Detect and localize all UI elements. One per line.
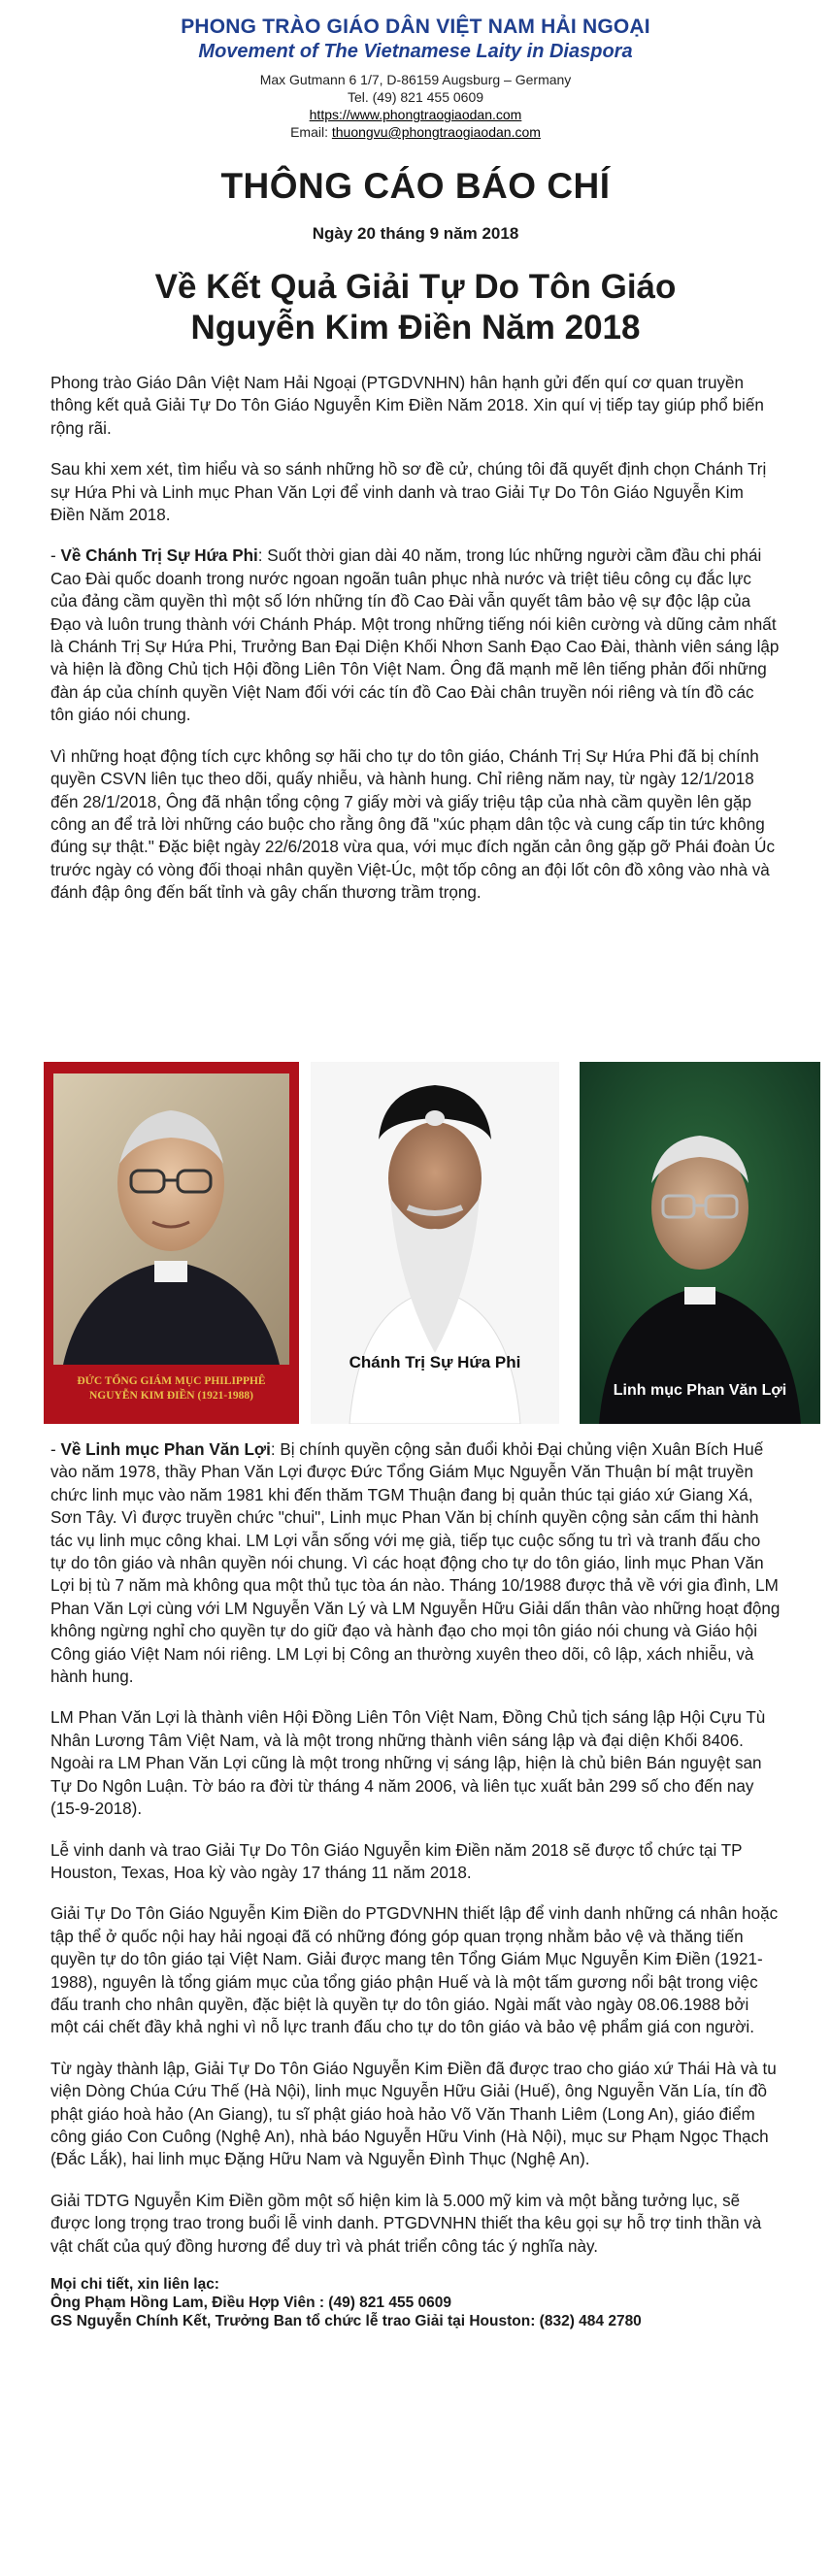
title-line-1: Về Kết Quả Giải Tự Do Tôn Giáo <box>154 268 677 306</box>
archbishop-caption-line-1: ĐỨC TỔNG GIÁM MỤC PHILIPPHÊ <box>77 1375 266 1387</box>
heading-hua-phi: Về Chánh Trị Sự Hứa Phi <box>60 546 258 566</box>
photo-row <box>44 1062 820 1424</box>
photo-hua-phi <box>311 1062 559 1424</box>
heading-phan-van-loi: Về Linh mục Phan Văn Lợi <box>60 1440 271 1459</box>
org-telephone: Tel. (49) 821 455 0609 <box>347 89 484 105</box>
text-hua-phi: : Suốt thời gian dài 40 năm, trong lúc những người cầm đầu chi phái Cao Đài quốc doanh trong nước ngoan ngoãn tuân phục nhà nước và triệt tiêu công cụ đắc lực của đảng cầm quyền thì một số lớn những tín đồ Cao Đài vẫn quyết tâm bảo vệ sự độc lập của Đạo và luôn trung thành với Chánh Pháp. Một trong những tiếng nói kiên cường và dũng cảm nhất là Chánh Trị Sự Hứa Phi, Trưởng Ban Đại Diện Khối Nhơn Sanh Đạo Cao Đài, thành viên sáng lập và hiện là đồng Chủ tịch Hội đồng Liên Tôn Việt Nam. Ông đã mạnh mẽ lên tiếng phản đối những đàn áp của chính quyền Việt Nam đối với các tín đồ Cao Đài chân truyền nói riêng và tín đồ các tôn giáo nói chung. <box>50 546 780 725</box>
release-date: Ngày 20 tháng 9 năm 2018 <box>312 224 519 243</box>
org-header <box>50 16 781 141</box>
archbishop-portrait-icon <box>44 1062 299 1424</box>
archbishop-caption <box>44 1374 299 1404</box>
contact-line-1: Ông Phạm Hồng Lam, Điều Hợp Viên : (49) 821 455 0609 <box>50 2295 451 2311</box>
bullet-dash-2: - <box>50 1440 61 1459</box>
paragraph-award-prize: Giải TDTG Nguyễn Kim Điền gồm một số hiện kim là 5.000 mỹ kim và một bằng tưởng lục, sẽ được long trọng trao trong buổi lễ vinh danh. PTGDVNHN thiết tha kêu gọi sự hỗ trợ tinh thần và vật chất của quý đồng hương để duy trì và phát triển công tác ý nghĩa này. <box>50 2191 762 2256</box>
phan-van-loi-caption: Linh mục Phan Văn Lợi <box>613 1382 787 1399</box>
paragraph-ceremony: Lễ vinh danh và trao Giải Tự Do Tôn Giáo Nguyễn kim Điền năm 2018 sẽ được tổ chức tại TP Houston, Texas, Hoa kỳ vào ngày 17 tháng 11 năm 2018. <box>50 1840 743 1882</box>
photo-phan-van-loi <box>580 1062 820 1424</box>
title-line-2: Nguyễn Kim Điền Năm 2018 <box>190 309 641 347</box>
org-name-vietnamese: PHONG TRÀO GIÁO DÂN VIỆT NAM HẢI NGOẠI <box>181 16 650 38</box>
text-phan-van-loi: : Bị chính quyền cộng sản đuổi khỏi Đại chủng viện Xuân Bích Huế vào năm 1978, thầy Phan Văn Lợi được Đức Tổng Giám Mục Nguyễn Văn Thuận bí mật truyền chức linh mục vào năm 1981 khi đến thăm TGM Thuận đang bị quản thúc tại giáo xứ Giang Xá, Sơn Tây. Vì được truyền chức "chui", Linh mục Phan Văn bị chính quyền cộng sản cấm thi hành tác vụ linh mục công khai. LM Lợi vẫn sống với mẹ già, tiếp tục cuộc sống tu trì và tranh đấu cho tự do tôn giáo và nhân quyền nói chung. Vì các hoạt động cho tự do tôn giáo, linh mục Phan Văn Lợi bị tù 7 năm mà không qua một thủ tục tòa án nào. Tháng 10/1988 được thả về với gia đình, LM Phan Văn Lợi cùng với LM Nguyễn Văn Lý và LM Nguyễn Hữu Giải dấn thân vào những hoạt động không ngừng nghỉ cho quyền tự do giữ đạo và hành đạo cho mọi tôn giáo nói chung và Giáo hội Công giáo Việt Nam nói riêng. LM Lợi bị Công an thường xuyên theo dõi, cô lập, xách nhiễu, và hành hung. <box>50 1440 781 1687</box>
photo-archbishop <box>44 1062 299 1424</box>
phan-van-loi-portrait-icon <box>580 1062 820 1424</box>
contact-heading: Mọi chi tiết, xin liên lạc: <box>50 2276 219 2293</box>
hua-phi-caption: Chánh Trị Sự Hứa Phi <box>349 1353 521 1371</box>
document-type-heading: THÔNG CÁO BÁO CHÍ <box>220 166 611 206</box>
paragraph-past-recipients: Từ ngày thành lập, Giải Tự Do Tôn Giáo Nguyễn Kim Điền đã được trao cho giáo xứ Thái Hà và tu viện Dòng Chúa Cứu Thế (Hà Nội), linh mục Nguyễn Hữu Giải (Huế), ông Nguyễn Văn Lía, tín đồ phật giáo hoà hảo (An Giang), tu sĩ phật giáo hoà hảo Võ Văn Thanh Liêm (Long An), giáo điểm công giáo Con Cuông (Nghệ An), nhà báo Nguyễn Hữu Vinh (Hà Nội), mục sư Phạm Ngọc Thạch (Đắc Lắk), hai linh mục Đặng Hữu Nam và Nguyễn Đình Thục (Nghệ An). <box>50 2059 777 2169</box>
contact-block <box>50 2275 781 2330</box>
paragraph-hua-phi <box>50 545 781 726</box>
website-link[interactable]: https://www.phongtraogiaodan.com <box>309 107 522 122</box>
contact-line-2: GS Nguyễn Chính Kết, Trưởng Ban tổ chức lễ trao Giải tại Houston: (832) 484 2780 <box>50 2313 642 2329</box>
document-title <box>50 267 781 348</box>
email-label: Email: <box>290 124 328 140</box>
paragraph-hua-phi-persecution: Vì những hoạt động tích cực không sợ hãi cho tự do tôn giáo, Chánh Trị Sự Hứa Phi đã bị chính quyền CSVN liên tục theo dõi, quấy nhiễu, và hành hung. Chỉ riêng năm nay, từ ngày 12/1/2018 đến 28/1/2018, Ông đã nhận tổng cộng 7 giấy mời và giấy triệu tập của nhà cầm quyền lên gặp công an để trả lời những cáo buộc cho rằng ông đã "xúc phạm dân tộc và cung cấp tin tức không đúng sự thật." Đặc biệt ngày 22/6/2018 vừa qua, với mục đích ngăn cản ông gặp gỡ Phái đoàn Úc trước ngày có vòng đối thoại nhân quyền Việt-Úc, một tốp công an đội lốt côn đồ xông vào nhà và đánh đập ông đến bất tỉnh và gây chấn thương trầm trọng. <box>50 746 776 903</box>
org-name-english: Movement of The Vietnamese Laity in Diaspora <box>198 41 633 62</box>
paragraph-phan-van-loi <box>50 1438 781 1688</box>
archbishop-caption-line-2: NGUYỄN KIM ĐIỀN (1921-1988) <box>89 1390 253 1402</box>
email-link[interactable]: thuongvu@phongtraogiaodan.com <box>331 124 541 140</box>
paragraph-award-history: Giải Tự Do Tôn Giáo Nguyễn Kim Điền do PTGDVNHN thiết lập để vinh danh những cá nhân hoặc tập thể ở quốc nội hay hải ngoại đã có những đóng góp quan trọng nhằm bảo vệ và thăng tiến quyền tự do tôn giáo tại Việt Nam. Giải được mang tên Tổng Giám Mục Nguyễn Kim Điền (1921-1988), nguyên là tổng giám mục của tổng giáo phận Huế và là một tấm gương nổi bật trong việc đấu tranh cho nhân quyền, đặc biệt là quyền tự do tôn giáo. Ngài mất vào ngày 08.06.1988 bởi một cái chết đầy khả nghi vì nỗ lực tranh đấu cho tự do tôn giáo và bảo vệ phẩm giá con người. <box>50 1904 779 2037</box>
paragraph-intro: Phong trào Giáo Dân Việt Nam Hải Ngoại (PTGDVNHN) hân hạnh gửi đến quí cơ quan truyền thông kết quả Giải Tự Do Tôn Giáo Nguyễn Kim Điền Năm 2018. Xin quí vị tiếp tay giúp phổ biến rộng rãi. <box>50 374 764 438</box>
lower-body <box>50 1438 781 2330</box>
org-address: Max Gutmann 6 1/7, D-86159 Augsburg – Germany <box>259 72 572 87</box>
paragraph-selection: Sau khi xem xét, tìm hiểu và so sánh những hồ sơ đề cử, chúng tôi đã quyết định chọn Chánh Trị sự Hứa Phi và Linh mục Phan Văn Lợi để vinh danh và trao Giải Tự Do Tôn Giáo Nguyễn Kim Điền Năm 2018. <box>50 460 767 525</box>
bullet-dash: - <box>50 546 61 566</box>
paragraph-phan-van-loi-roles: LM Phan Văn Lợi là thành viên Hội Đồng Liên Tôn Việt Nam, Đồng Chủ tịch sáng lập Hội Cựu Tù Nhân Lương Tâm Việt Nam, và là một trong những thành viên sáng lập và đại diện Khối 8406. Ngoài ra LM Phan Văn Lợi cũng là một trong những vị sáng lập, hiện là chủ biên Bán nguyệt san Tự Do Ngôn Luận. Tờ báo ra đời từ tháng 4 năm 2006, và liên tục xuất bản 299 số cho đến nay (15-9-2018). <box>50 1708 766 1819</box>
